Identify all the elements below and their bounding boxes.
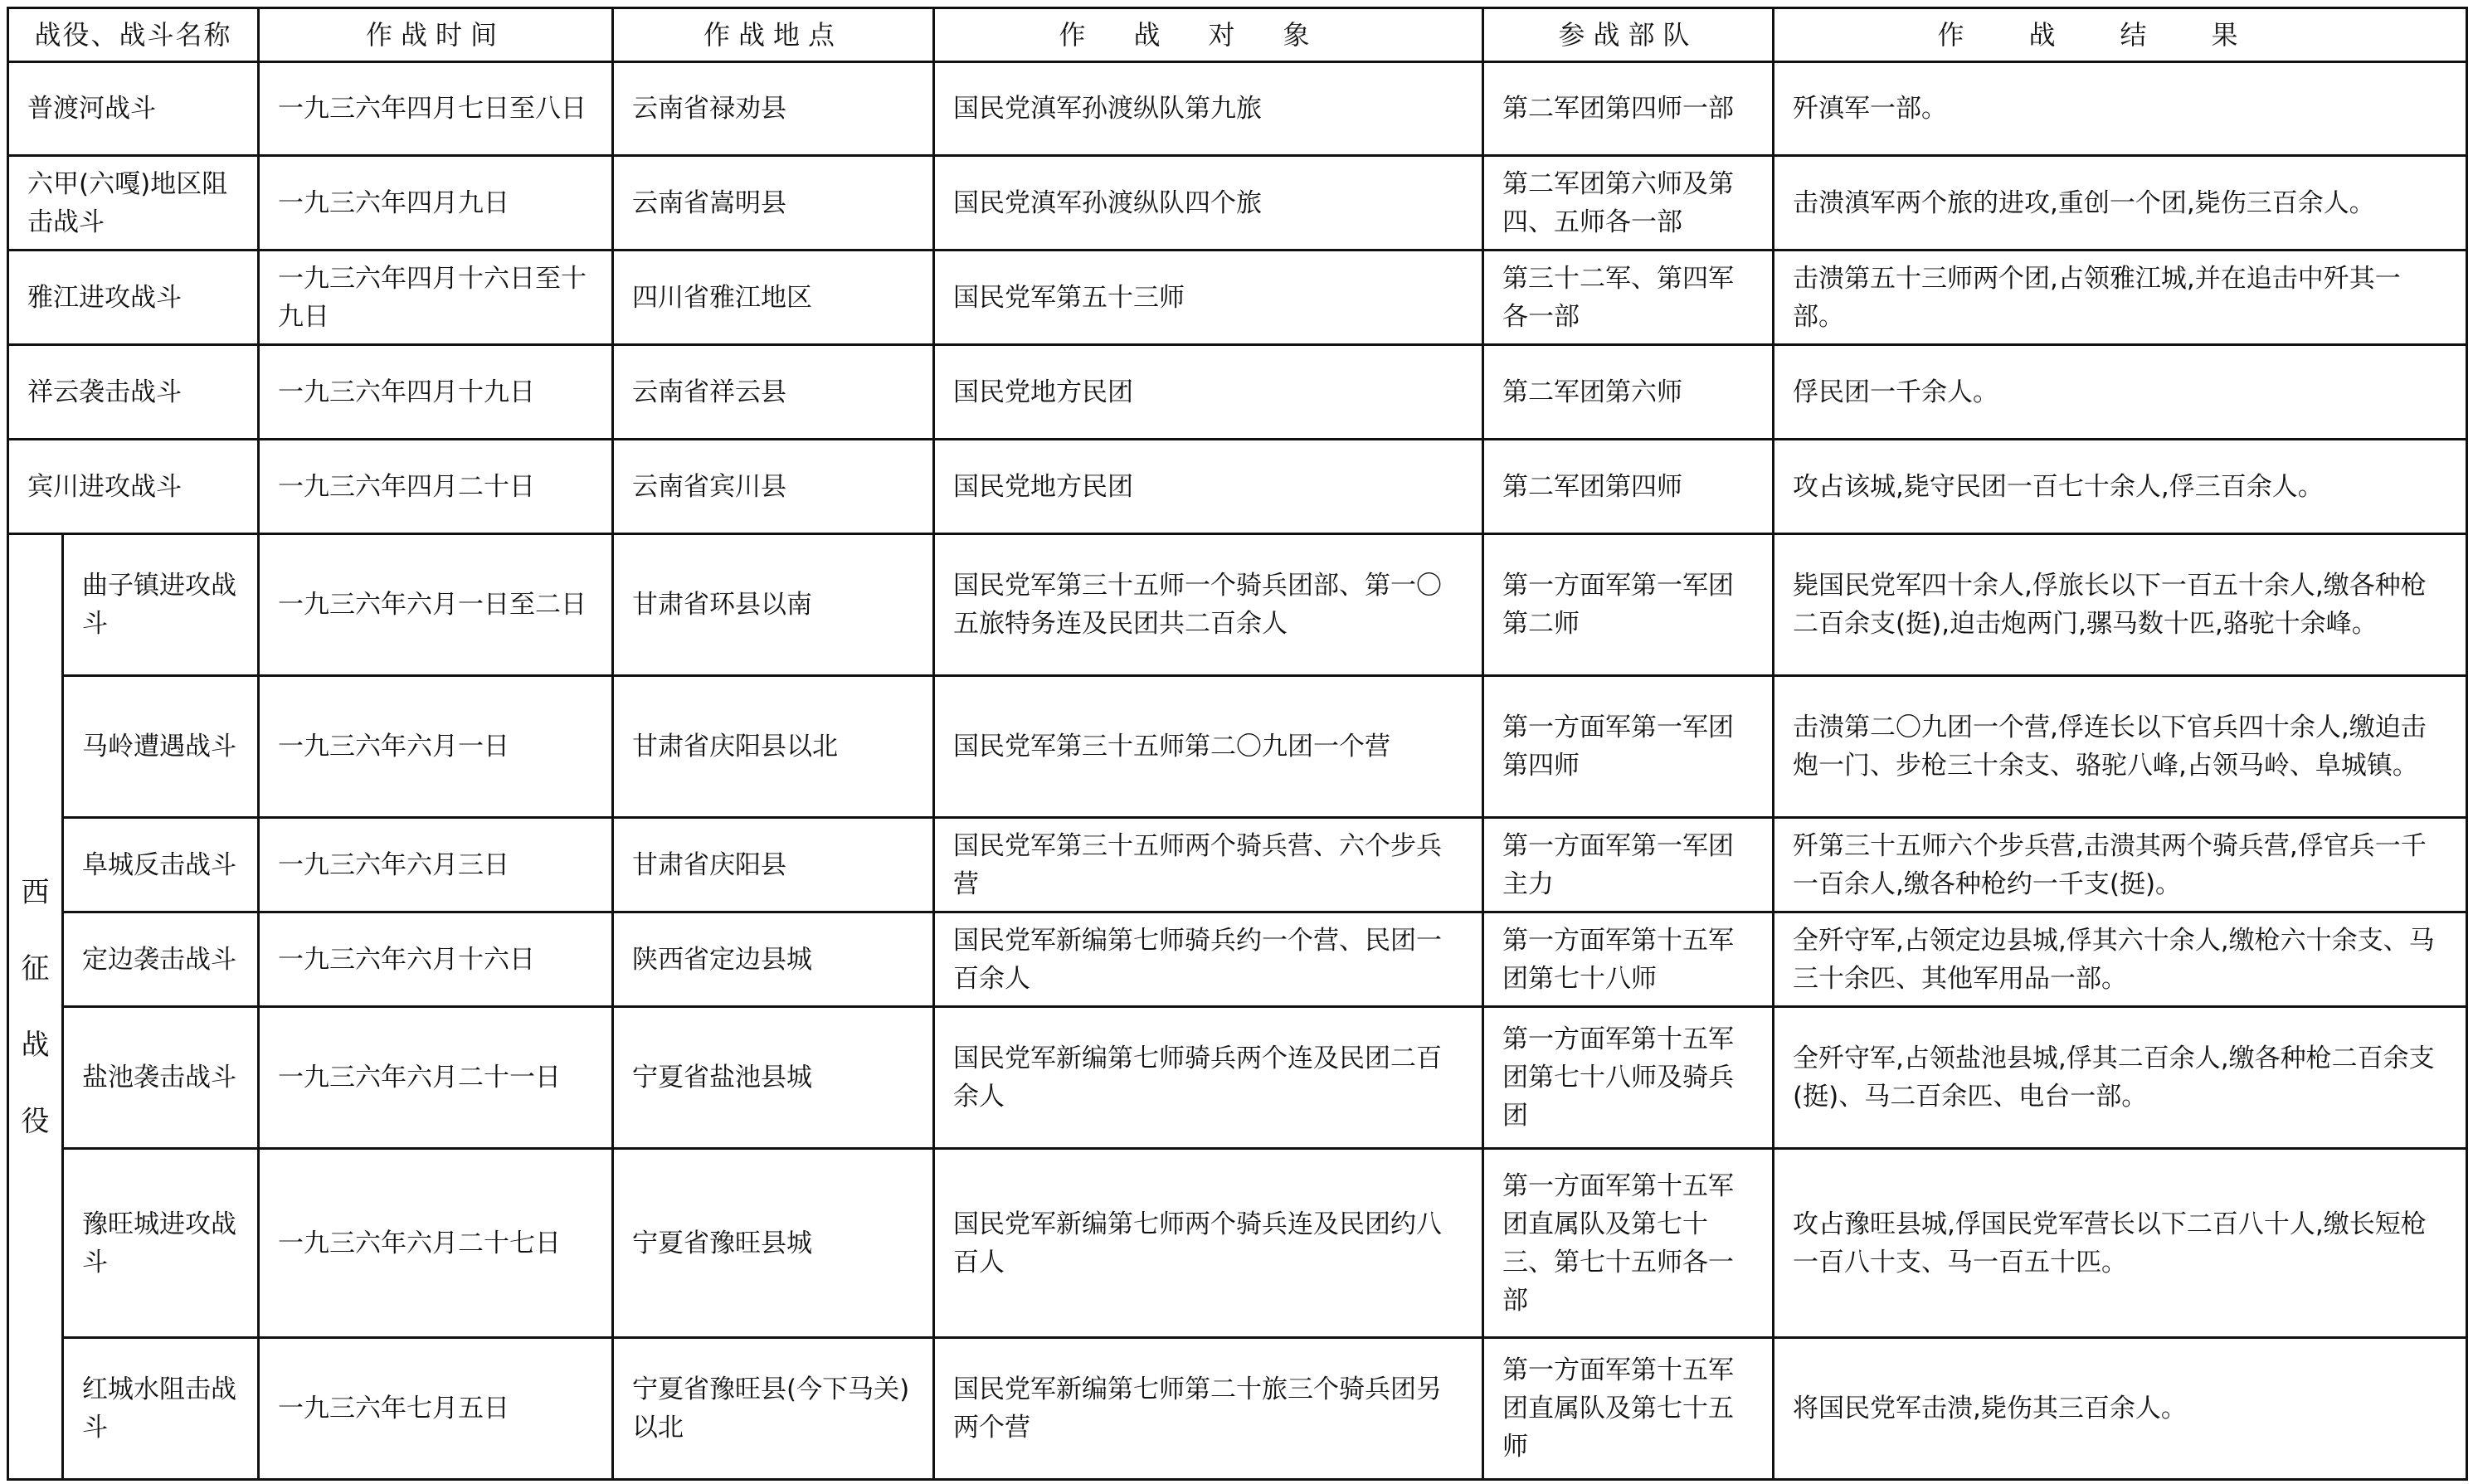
cell-result: 全歼守军,占领盐池县城,俘其二百余人,缴各种枪二百余支(挺)、马二百余匹、电台一部。 xyxy=(1774,1007,2467,1149)
cell-target: 国民党军第三十五师第二〇九团一个营 xyxy=(934,676,1483,818)
table-row xyxy=(8,676,2467,818)
cell-name: 雅江进攻战斗 xyxy=(8,251,259,345)
table-row xyxy=(8,251,2467,345)
header-result: 作战结果 xyxy=(1774,8,2467,62)
cell-troops: 第三十二军、第四军各一部 xyxy=(1483,251,1774,345)
cell-troops: 第一方面军第十五军团第七十八师及骑兵团 xyxy=(1483,1007,1774,1149)
cell-target: 国民党军新编第七师骑兵约一个营、民团一百余人 xyxy=(934,912,1483,1007)
cell-target: 国民党滇军孙渡纵队四个旅 xyxy=(934,156,1483,251)
header-troops: 参战部队 xyxy=(1483,8,1774,62)
group-label-char: 役 xyxy=(21,1104,50,1138)
table-row xyxy=(8,345,2467,440)
cell-time: 一九三六年四月十九日 xyxy=(259,345,613,440)
table-row xyxy=(8,62,2467,156)
cell-place: 陕西省定边县城 xyxy=(613,912,934,1007)
cell-name: 六甲(六嘎)地区阻击战斗 xyxy=(8,156,259,251)
cell-place: 云南省嵩明县 xyxy=(613,156,934,251)
cell-result: 将国民党军击溃,毙伤其三百余人。 xyxy=(1774,1338,2467,1480)
cell-result: 全歼守军,占领定边县城,俘其六十余人,缴枪六十余支、马三十余匹、其他军用品一部。 xyxy=(1774,912,2467,1007)
table-row xyxy=(8,912,2467,1007)
cell-time: 一九三六年六月二十一日 xyxy=(259,1007,613,1149)
cell-troops: 第一方面军第十五军团直属队及第七十三、第七十五师各一部 xyxy=(1483,1149,1774,1338)
cell-name: 曲子镇进攻战斗 xyxy=(63,534,259,676)
cell-name: 阜城反击战斗 xyxy=(63,818,259,912)
cell-target: 国民党地方民团 xyxy=(934,345,1483,440)
cell-troops: 第一方面军第一军团主力 xyxy=(1483,818,1774,912)
header-name: 战役、战斗名称 xyxy=(8,8,259,62)
cell-target: 国民党军新编第七师第二十旅三个骑兵团另两个营 xyxy=(934,1338,1483,1480)
cell-time: 一九三六年四月九日 xyxy=(259,156,613,251)
group-label xyxy=(8,534,63,1480)
cell-target: 国民党滇军孙渡纵队第九旅 xyxy=(934,62,1483,156)
cell-time: 一九三六年四月十六日至十九日 xyxy=(259,251,613,345)
cell-time: 一九三六年六月一日至二日 xyxy=(259,534,613,676)
cell-place: 宁夏省豫旺县(今下马关)以北 xyxy=(613,1338,934,1480)
table-row xyxy=(8,534,2467,676)
cell-result: 歼滇军一部。 xyxy=(1774,62,2467,156)
cell-result: 击溃第二〇九团一个营,俘连长以下官兵四十余人,缴迫击炮一门、步枪三十余支、骆驼八峰,占领马岭、阜城镇。 xyxy=(1774,676,2467,818)
cell-place: 云南省宾川县 xyxy=(613,440,934,534)
battle-table xyxy=(7,7,2468,1481)
cell-result: 攻占豫旺县城,俘国民党军营长以下二百八十人,缴长短枪一百八十支、马一百五十匹。 xyxy=(1774,1149,2467,1338)
header-target: 作战对象 xyxy=(934,8,1483,62)
cell-troops: 第二军团第六师及第四、五师各一部 xyxy=(1483,156,1774,251)
cell-troops: 第二军团第四师 xyxy=(1483,440,1774,534)
cell-result: 歼第三十五师六个步兵营,击溃其两个骑兵营,俘官兵一千一百余人,缴各种枪约一千支(挺)。 xyxy=(1774,818,2467,912)
cell-place: 甘肃省庆阳县 xyxy=(613,818,934,912)
cell-time: 一九三六年六月一日 xyxy=(259,676,613,818)
cell-place: 甘肃省环县以南 xyxy=(613,534,934,676)
cell-name: 马岭遭遇战斗 xyxy=(63,676,259,818)
cell-troops: 第二军团第四师一部 xyxy=(1483,62,1774,156)
cell-target: 国民党军第五十三师 xyxy=(934,251,1483,345)
cell-troops: 第二军团第六师 xyxy=(1483,345,1774,440)
cell-result: 攻占该城,毙守民团一百七十余人,俘三百余人。 xyxy=(1774,440,2467,534)
table-row xyxy=(8,156,2467,251)
group-label-char: 征 xyxy=(21,951,50,985)
cell-time: 一九三六年六月十六日 xyxy=(259,912,613,1007)
cell-target: 国民党军第三十五师两个骑兵营、六个步兵营 xyxy=(934,818,1483,912)
cell-target: 国民党军新编第七师骑兵两个连及民团二百余人 xyxy=(934,1007,1483,1149)
cell-result: 击溃滇军两个旅的进攻,重创一个团,毙伤三百余人。 xyxy=(1774,156,2467,251)
cell-place: 宁夏省豫旺县城 xyxy=(613,1149,934,1338)
table-row xyxy=(8,1149,2467,1338)
group-label-char: 战 xyxy=(21,1028,50,1062)
cell-name: 盐池袭击战斗 xyxy=(63,1007,259,1149)
table-row xyxy=(8,1338,2467,1480)
cell-target: 国民党地方民团 xyxy=(934,440,1483,534)
cell-name: 定边袭击战斗 xyxy=(63,912,259,1007)
cell-name: 祥云袭击战斗 xyxy=(8,345,259,440)
cell-name: 宾川进攻战斗 xyxy=(8,440,259,534)
cell-target: 国民党军第三十五师一个骑兵团部、第一〇五旅特务连及民团共二百余人 xyxy=(934,534,1483,676)
cell-place: 云南省祥云县 xyxy=(613,345,934,440)
cell-name: 普渡河战斗 xyxy=(8,62,259,156)
cell-time: 一九三六年六月二十七日 xyxy=(259,1149,613,1338)
table-row xyxy=(8,1007,2467,1149)
header-time: 作战时间 xyxy=(259,8,613,62)
header-row xyxy=(8,8,2467,62)
cell-place: 四川省雅江地区 xyxy=(613,251,934,345)
cell-time: 一九三六年六月三日 xyxy=(259,818,613,912)
cell-time: 一九三六年四月七日至八日 xyxy=(259,62,613,156)
cell-result: 毙国民党军四十余人,俘旅长以下一百五十余人,缴各种枪二百余支(挺),迫击炮两门,骡马数十匹,骆驼十余峰。 xyxy=(1774,534,2467,676)
cell-result: 击溃第五十三师两个团,占领雅江城,并在追击中歼其一部。 xyxy=(1774,251,2467,345)
cell-result: 俘民团一千余人。 xyxy=(1774,345,2467,440)
table-row xyxy=(8,818,2467,912)
cell-troops: 第一方面军第十五军团第七十八师 xyxy=(1483,912,1774,1007)
cell-time: 一九三六年四月二十日 xyxy=(259,440,613,534)
cell-name: 红城水阻击战斗 xyxy=(63,1338,259,1480)
cell-place: 甘肃省庆阳县以北 xyxy=(613,676,934,818)
group-label-char: 西 xyxy=(21,875,50,909)
cell-troops: 第一方面军第一军团第四师 xyxy=(1483,676,1774,818)
table-row xyxy=(8,440,2467,534)
cell-troops: 第一方面军第一军团第二师 xyxy=(1483,534,1774,676)
cell-place: 云南省禄劝县 xyxy=(613,62,934,156)
cell-time: 一九三六年七月五日 xyxy=(259,1338,613,1480)
header-place: 作战地点 xyxy=(613,8,934,62)
cell-place: 宁夏省盐池县城 xyxy=(613,1007,934,1149)
cell-target: 国民党军新编第七师两个骑兵连及民团约八百人 xyxy=(934,1149,1483,1338)
cell-troops: 第一方面军第十五军团直属队及第七十五师 xyxy=(1483,1338,1774,1480)
cell-name: 豫旺城进攻战斗 xyxy=(63,1149,259,1338)
